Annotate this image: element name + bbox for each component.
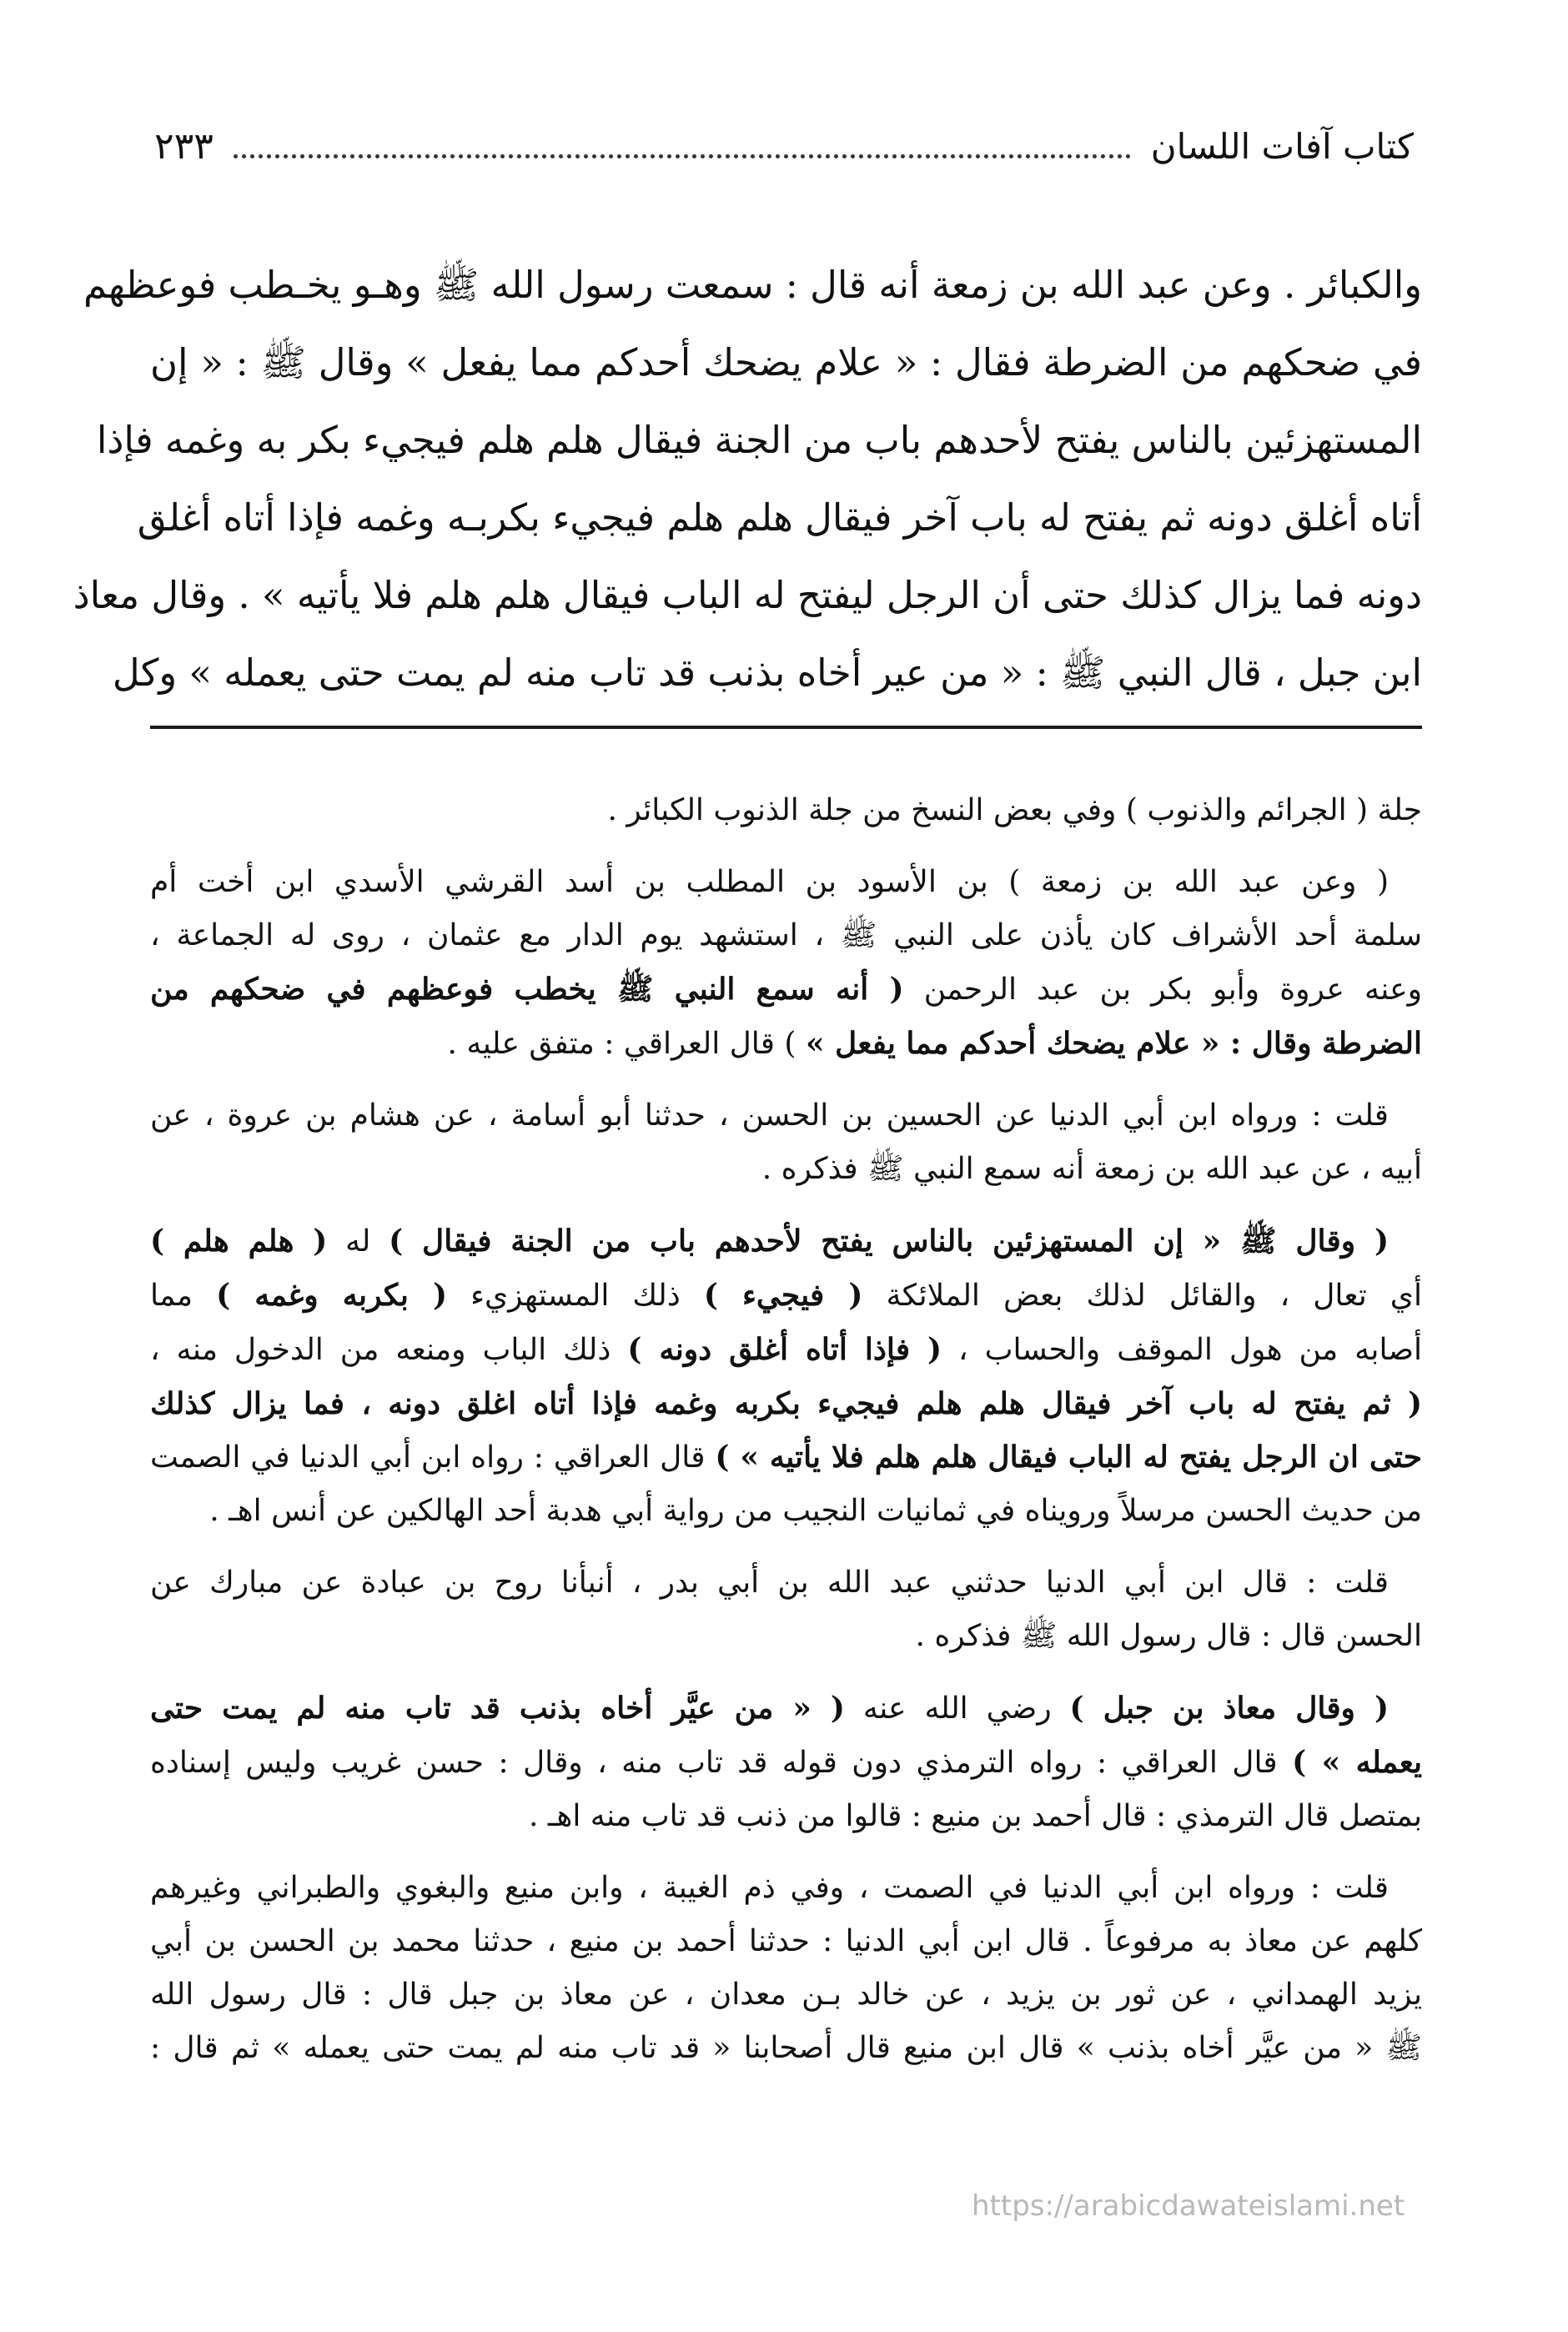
commentary-line: بمتصل قال الترمذي : قال أحمد بن منيع : قالوا من ذنب قد تاب منه اهـ .	[528, 1799, 1422, 1833]
main-line: ابن جبل ، قال النبي ﷺ : « من عير أخاه بذنب قد تاب منه لم يمت حتى يعمله » وكل	[112, 651, 1422, 695]
quoted-text: ( بكربه وغمه )	[216, 1278, 448, 1313]
commentary-paragraph	[150, 1681, 1422, 1843]
commentary-line	[150, 1681, 1422, 1736]
commentary-line	[150, 1269, 1422, 1323]
running-title: كتاب آفات اللسان	[1150, 125, 1414, 167]
commentary-text: أي تعال ، والقائل لذلك بعض الملائكة	[886, 1279, 1422, 1313]
quoted-text: يعمله » )	[1292, 1745, 1422, 1780]
commentary-line	[150, 1017, 1422, 1071]
commentary-paragraph	[150, 1556, 1422, 1663]
commentary-line	[150, 1430, 1422, 1485]
commentary-text: وعنه عروة وأبو بكر بن عبد الرحمن	[923, 973, 1422, 1007]
commentary-line: جلة ( الجرائم والذنوب ) وفي بعض النسخ من جلة الذنوب الكبائر .	[607, 793, 1422, 827]
page-number: ٢٣٣	[154, 124, 214, 168]
main-text	[73, 246, 1422, 711]
commentary-text: ذلك الباب ومنعه من الدخول منه ،	[150, 1333, 611, 1367]
page-header	[154, 117, 1414, 175]
commentary-line: ﷺ « من عيَّر أخاه بذنب » قال ابن منيع قال أصحابنا « قد تاب منه لم يمت حتى يعمله » ثم قال :	[150, 2031, 1422, 2065]
commentary-line: من حديث الحسن مرسلاً ورويناه في ثمانيات النجيب من رواية أبي هدبة أحد الهالكين عن أنس اهـ .	[209, 1494, 1422, 1528]
main-line: والكبائر . وعن عبد الله بن زمعة أنه قال : سمعت رسول الله ﷺ وهـو يخـطب فوعظهم	[83, 263, 1422, 307]
commentary-text: قال العراقي : رواه ابن أبي الدنيا في الصمت	[150, 1440, 706, 1475]
commentary-line: ( وعن عبد الله بن زمعة ) بن الأسود بن المطلب بن أسد القرشي الأسدي ابن أخت أم	[150, 865, 1389, 899]
commentary-line: قلت : ورواه ابن أبي الدنيا في الصمت ، وفي ذم الغيبة ، وابن منيع والبغوي والطبراني وغيرهم	[150, 1871, 1389, 1905]
commentary-text: ذلك المستهزيء	[470, 1279, 681, 1313]
commentary-line	[150, 962, 1422, 1017]
commentary-line: الحسن قال : قال رسول الله ﷺ فذكره .	[915, 1619, 1422, 1653]
commentary-line: قلت : قال ابن أبي الدنيا حدثني عبد الله بن أبي بدر ، أنبأنا روح بن عبادة عن مبارك عن	[150, 1566, 1389, 1600]
quoted-text: ( هلم هلم )	[150, 1224, 328, 1259]
commentary-line	[150, 1214, 1422, 1269]
dotted-leader	[234, 154, 1131, 158]
quoted-text: حتى ان الرجل يفتح له الباب فيقال هلم هلم فلا يأتيه » )	[715, 1440, 1422, 1475]
watermark-url: https://arabicdawateislami.net	[972, 2189, 1405, 2223]
main-line: في ضحكهم من الضرطة فقال : « علام يضحك أحدكم مما يفعل » وقال ﷺ : « إن	[150, 340, 1422, 384]
main-line: أتاه أغلق دونه ثم يفتح له باب آخر فيقال هلم هلم فيجيء بكربـه وغمه فإذا أتاه أغلق	[137, 495, 1422, 540]
commentary-paragraph	[150, 1089, 1422, 1196]
commentary-paragraph	[150, 1862, 1422, 2075]
main-line: المستهزئين بالناس يفتح لأحدهم باب من الجنة فيقال هلم هلم فيجيء بكر به وغمه فإذا	[96, 418, 1422, 462]
main-line: دونه فما يزال كذلك حتى أن الرجل ليفتح له الباب فيقال هلم هلم فلا يأتيه » . وقال معاذ	[73, 573, 1422, 617]
commentary-text: ) قال العراقي : متفق عليه .	[447, 1027, 797, 1061]
commentary-text: رضي الله عنه	[862, 1691, 1052, 1726]
quoted-text: ( أنه سمع النبي ﷺ يخطب فوعظهم في ضحكهم من	[150, 972, 904, 1007]
commentary-line	[150, 1323, 1422, 1377]
commentary-paragraph	[150, 1214, 1422, 1538]
commentary-line: سلمة أحد الأشراف كان يأذن على النبي ﷺ ، استشهد يوم الدار مع عثمان ، روى له الجماعة ،	[150, 918, 1422, 952]
commentary-line: قلت : ورواه ابن أبي الدنيا عن الحسين بن الحسن ، حدثنا أبو أسامة ، عن هشام بن عروة ، عن	[150, 1098, 1389, 1133]
commentary-text: قال العراقي : رواه الترمذي دون قوله قد تاب منه ، وقال : حسن غريب وليس إسناده	[150, 1746, 1278, 1780]
quoted-text: ( « من عيَّر أخاه بذنب قد تاب منه لم يمت حتى	[150, 1691, 845, 1726]
commentary	[150, 784, 1422, 2093]
commentary-paragraph	[150, 784, 1422, 837]
commentary-line	[150, 1736, 1422, 1790]
commentary-text: له	[345, 1224, 371, 1259]
commentary-line: يزيد الهمداني ، عن ثور بن يزيد ، عن خالد بـن معدان ، عن معاذ بن جبل قال : قال رسول الله	[150, 1978, 1422, 2012]
commentary-line: ( ثم يفتح له باب آخر فيقال هلم هلم فيجيء بكربه وغمه فإذا أتاه اغلق دونه ، فما يزال كذلك	[150, 1386, 1422, 1421]
commentary-line: أبيه ، عن عبد الله بن زمعة أنه سمع النبي ﷺ فذكره .	[761, 1152, 1422, 1186]
quoted-text: ( وقال ﷺ « إن المستهزئين بالناس يفتح لأحدهم باب من الجنة فيقال )	[389, 1224, 1389, 1259]
quoted-text: ( فيجيء )	[703, 1278, 863, 1313]
quoted-text: ( فإذا أتاه أغلق دونه )	[627, 1332, 942, 1367]
footnote-separator	[150, 726, 1422, 729]
commentary-text: أصابه من هول الموقف والحساب ،	[958, 1333, 1422, 1367]
quoted-text: الضرطة وقال : « علام يضحك أحدكم مما يفعل »	[805, 1026, 1422, 1061]
commentary-text: مما	[150, 1279, 193, 1313]
commentary-line: كلهم عن معاذ به مرفوعاً . قال ابن أبي الدنيا : حدثنا أحمد بن منيع ، حدثنا محمد بن الحسن بن أبي	[150, 1924, 1422, 1958]
commentary-paragraph	[150, 856, 1422, 1071]
quoted-text: ( وقال معاذ بن جبل )	[1069, 1691, 1389, 1726]
